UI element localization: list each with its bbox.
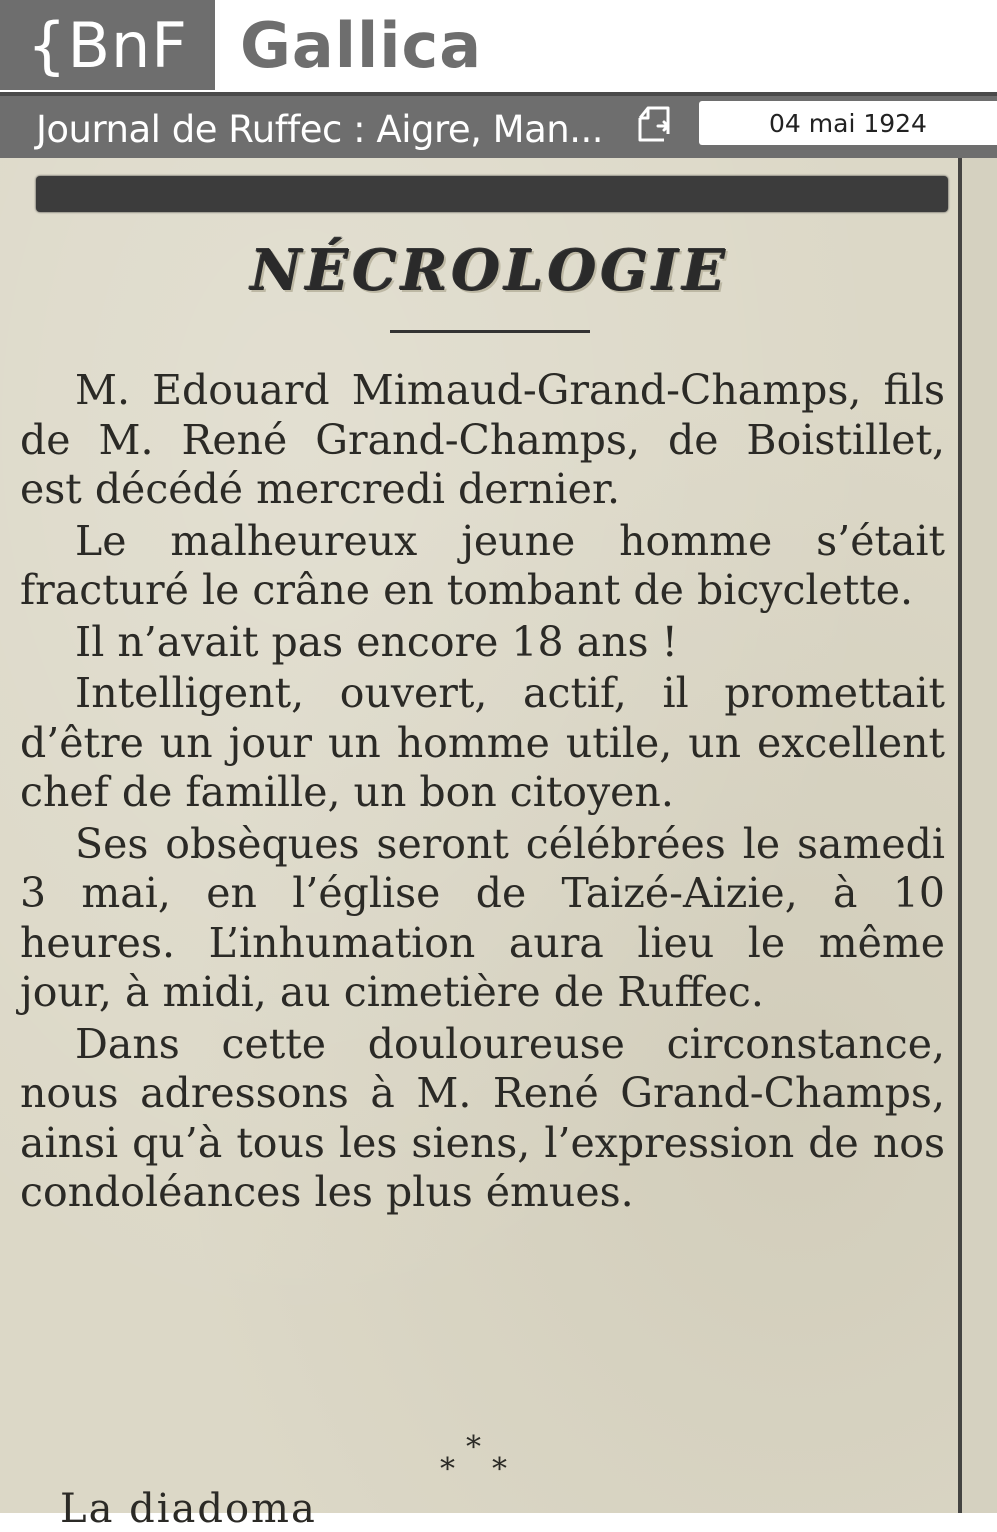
next-article-fragment — [60, 1486, 360, 1532]
brand-bar — [0, 0, 997, 92]
article-paragraph: Il n’avait pas encore 18 ans ! — [75, 617, 679, 666]
share-page-icon — [634, 104, 674, 144]
article-paragraph: Dans cette douloureuse circonstance, nous adressons à M. René Grand-Champs, ainsi qu’à tous les siens, l’expression de nos condoléances les plus émues. — [20, 1019, 945, 1216]
title-bar-divider — [0, 92, 997, 96]
asterism-separator — [432, 1430, 522, 1490]
article-paragraph: Le malheureux jeune homme s’était fracturé le crâne en tombant de bicyclette. — [20, 516, 945, 614]
article-paragraph: Ses obsèques seront célébrées le samedi 3 mai, en l’église de Taizé-Aizie, à 10 heures. L’inhumation aura lieu le même jour, à midi, au cimetière de Ruffec. — [20, 819, 945, 1016]
app-title[interactable]: Gallica — [240, 9, 483, 82]
asterism-star: * — [440, 1452, 455, 1487]
article-body — [20, 366, 945, 1218]
issue-date-selector[interactable]: 04 mai 1924 — [699, 101, 997, 145]
bnf-logo[interactable]: {BnF — [0, 0, 215, 90]
heading-underline — [390, 330, 590, 333]
article-heading: NÉCROLOGIE — [250, 238, 730, 304]
asterism-star: * — [466, 1430, 481, 1465]
section-divider-bar — [36, 176, 948, 212]
page-edge — [962, 158, 997, 1513]
article-paragraph: Intelligent, ouvert, actif, il promettait d’être un jour un homme utile, un excellent chef de famille, un bon citoyen. — [20, 669, 945, 816]
document-title[interactable]: Journal de Ruffec : Aigre, Man... — [36, 108, 603, 151]
article-paragraph: M. Edouard Mimaud-Grand-Champs, fils de M. René Grand-Champs, de Boistillet, est décédé mercredi dernier. — [20, 366, 945, 513]
next-article-text: La diadoma — [60, 1486, 317, 1532]
asterism-star: * — [492, 1452, 507, 1487]
share-page-button[interactable] — [630, 100, 678, 148]
newspaper-page-viewer[interactable] — [0, 158, 997, 1532]
